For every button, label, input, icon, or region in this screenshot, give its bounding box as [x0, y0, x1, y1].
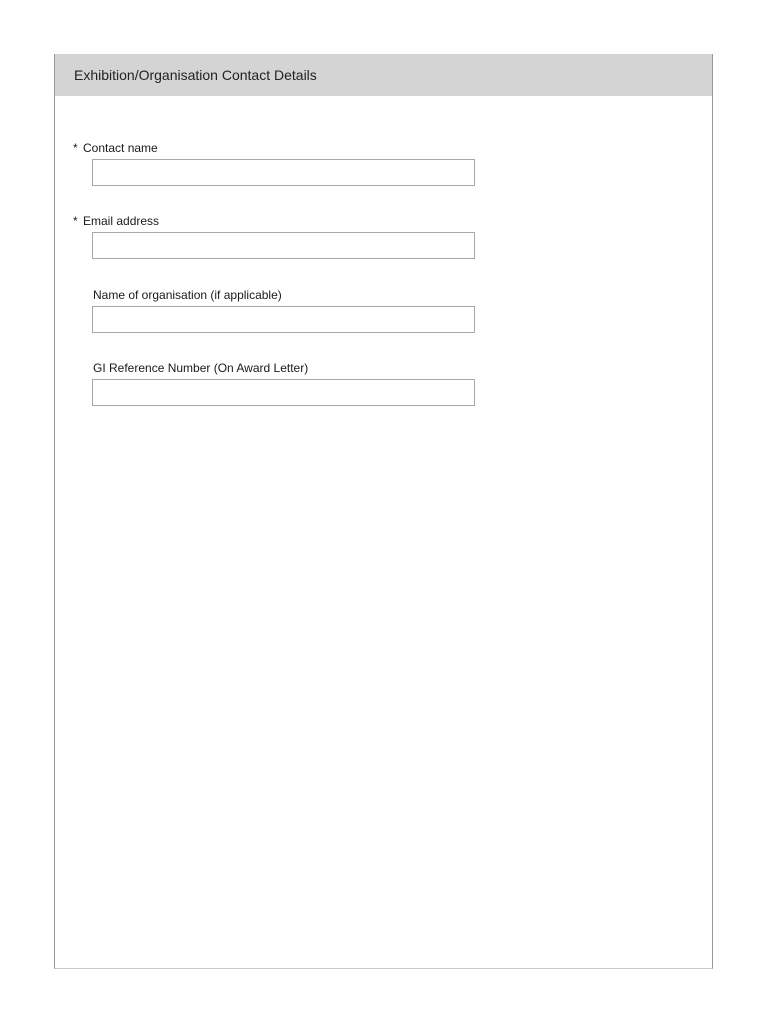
organisation-name-label: Name of organisation (if applicable) [93, 288, 282, 302]
gi-reference-input[interactable] [92, 379, 475, 406]
email-address-label: * Email address [73, 214, 160, 228]
panel-header [55, 54, 712, 96]
required-mark: * [73, 214, 78, 228]
contact-name-label: * Contact name [73, 141, 158, 155]
panel-title: Exhibition/Organisation Contact Details [74, 67, 317, 83]
contact-name-input[interactable] [92, 159, 475, 186]
contact-details-panel [54, 54, 713, 969]
gi-reference-label: GI Reference Number (On Award Letter) [93, 361, 309, 375]
email-address-input[interactable] [92, 232, 475, 259]
organisation-name-input[interactable] [92, 306, 475, 333]
required-mark: * [73, 141, 78, 155]
